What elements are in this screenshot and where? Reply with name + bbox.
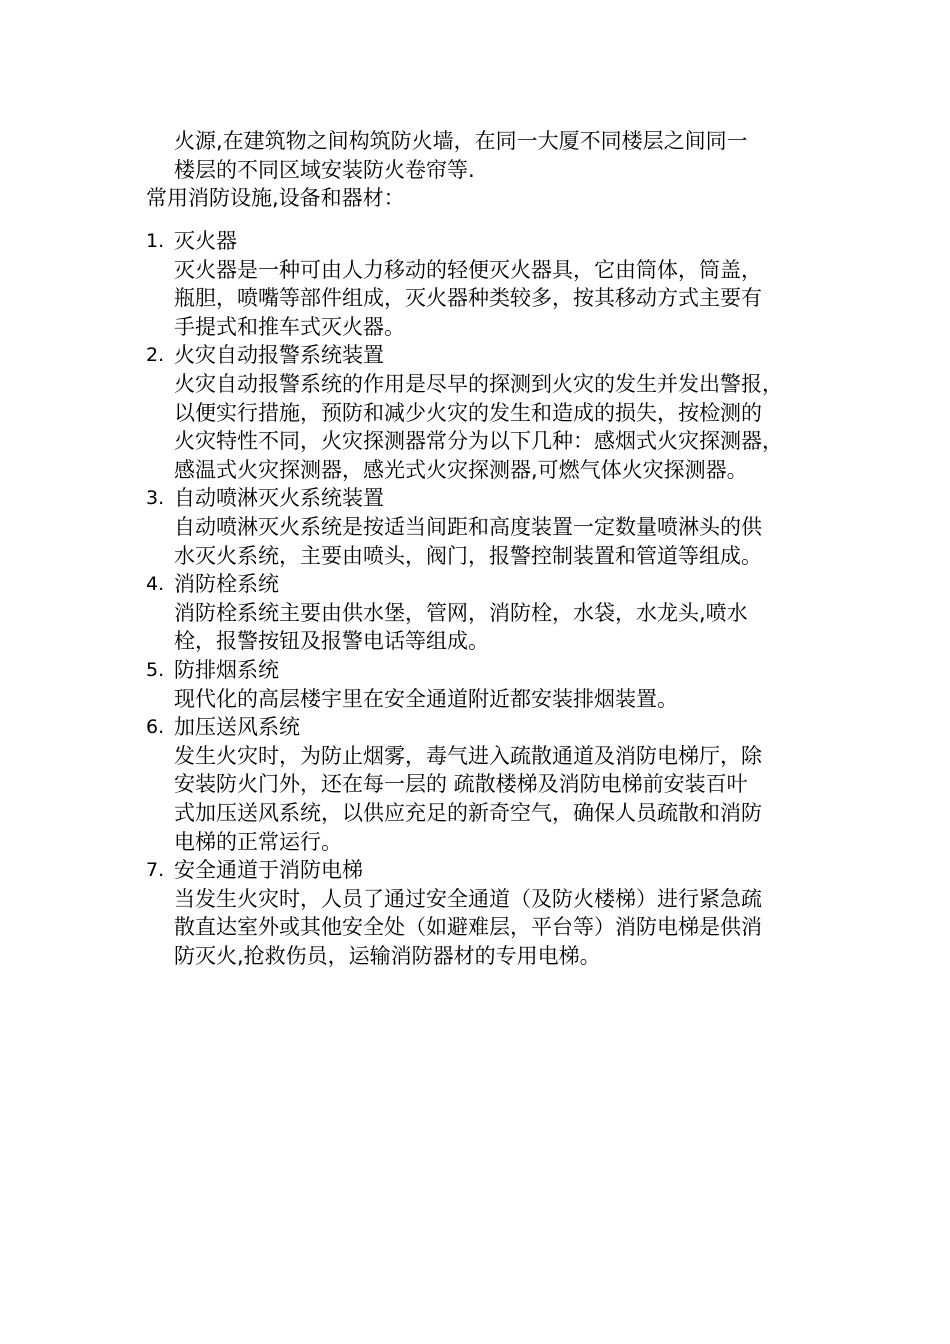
item-3-number: 3. [146, 487, 165, 510]
item-7-body-line: 散直达室外或其他安全处（如避难层，平台等）消防电梯是供消 [174, 915, 762, 940]
item-7-body-line: 防灭火,抢救伤员，运输消防器材的专用电梯。 [174, 944, 601, 968]
item-4-body-line: 消防栓系统主要由供水堡，管网，消防栓，水袋，水龙头,喷水 [174, 600, 748, 625]
continuation-line-2: 楼层的不同区域安装防火卷帘等. [174, 157, 475, 182]
item-6-heading: 加压送风系统 [174, 715, 300, 740]
item-4-body-line: 栓，报警按钮及报警电话等组成。 [174, 629, 489, 654]
item-2-heading: 火灾自动报警系统装置 [174, 343, 384, 368]
item-4-number: 4. [146, 573, 165, 596]
item-5-number: 5. [146, 659, 165, 681]
item-2-body-line: 火灾特性不同，火灾探测器常分为以下几种：感烟式火灾探测器， [174, 429, 783, 454]
item-7-body-line: 当发生火灾时，人员了通过安全通道（及防火楼梯）进行紧急疏 [174, 886, 762, 911]
item-2-body-line: 火灾自动报警系统的作用是尽早的探测到火灾的发生并发出警报， [174, 372, 783, 396]
item-5-body-line: 现代化的高层楼宇里在安全通道附近都安装排烟装置。 [174, 686, 678, 711]
item-1-heading: 灭火器 [174, 229, 237, 253]
item-3-body-line: 自动喷淋灭火系统是按适当间距和高度装置一定数量喷淋头的供 [174, 515, 762, 539]
intro-line: 常用消防设施,设备和器材： [146, 186, 405, 211]
item-1-body-line: 瓶胆，喷嘴等部件组成，灭火器种类较多，按其移动方式主要有 [174, 286, 762, 311]
continuation-line-1: 火源,在建筑物之间构筑防火墙，在同一大厦不同楼层之间同一 [174, 129, 748, 153]
item-6-body-line: 安装防火门外，还在每一层的 疏散楼梯及消防电梯前安装百叶 [174, 772, 748, 797]
item-5-heading: 防排烟系统 [174, 658, 279, 682]
item-3-heading: 自动喷淋灭火系统装置 [174, 486, 384, 511]
item-6-number: 6. [146, 716, 165, 739]
item-1-number: 1. [146, 230, 165, 252]
item-6-body-line: 发生火灾时，为防止烟雾，毒气进入疏散通道及消防电梯厅，除 [174, 743, 762, 768]
item-2-body-line: 感温式火灾探测器，感光式火灾探测器,可燃气体火灾探测器。 [174, 457, 748, 482]
item-3-body-line: 水灭火系统，主要由喷头，阀门，报警控制装置和管道等组成。 [174, 543, 762, 568]
item-6-body-line: 电梯的正常运行。 [174, 829, 342, 854]
item-1-body-line: 灭火器是一种可由人力移动的轻便灭火器具，它由筒体，筒盖， [174, 257, 762, 282]
item-7-heading: 安全通道于消防电梯 [174, 858, 363, 883]
item-4-heading: 消防栓系统 [174, 572, 279, 597]
item-2-number: 2. [146, 344, 165, 367]
item-1-body-line: 手提式和推车式灭火器。 [174, 314, 405, 339]
item-7-number: 7. [146, 859, 165, 882]
item-6-body-line: 式加压送风系统，以供应充足的新奇空气，确保人员疏散和消防 [174, 801, 762, 825]
item-2-body-line: 以便实行措施，预防和减少火灾的发生和造成的损失，按检测的 [174, 400, 762, 425]
